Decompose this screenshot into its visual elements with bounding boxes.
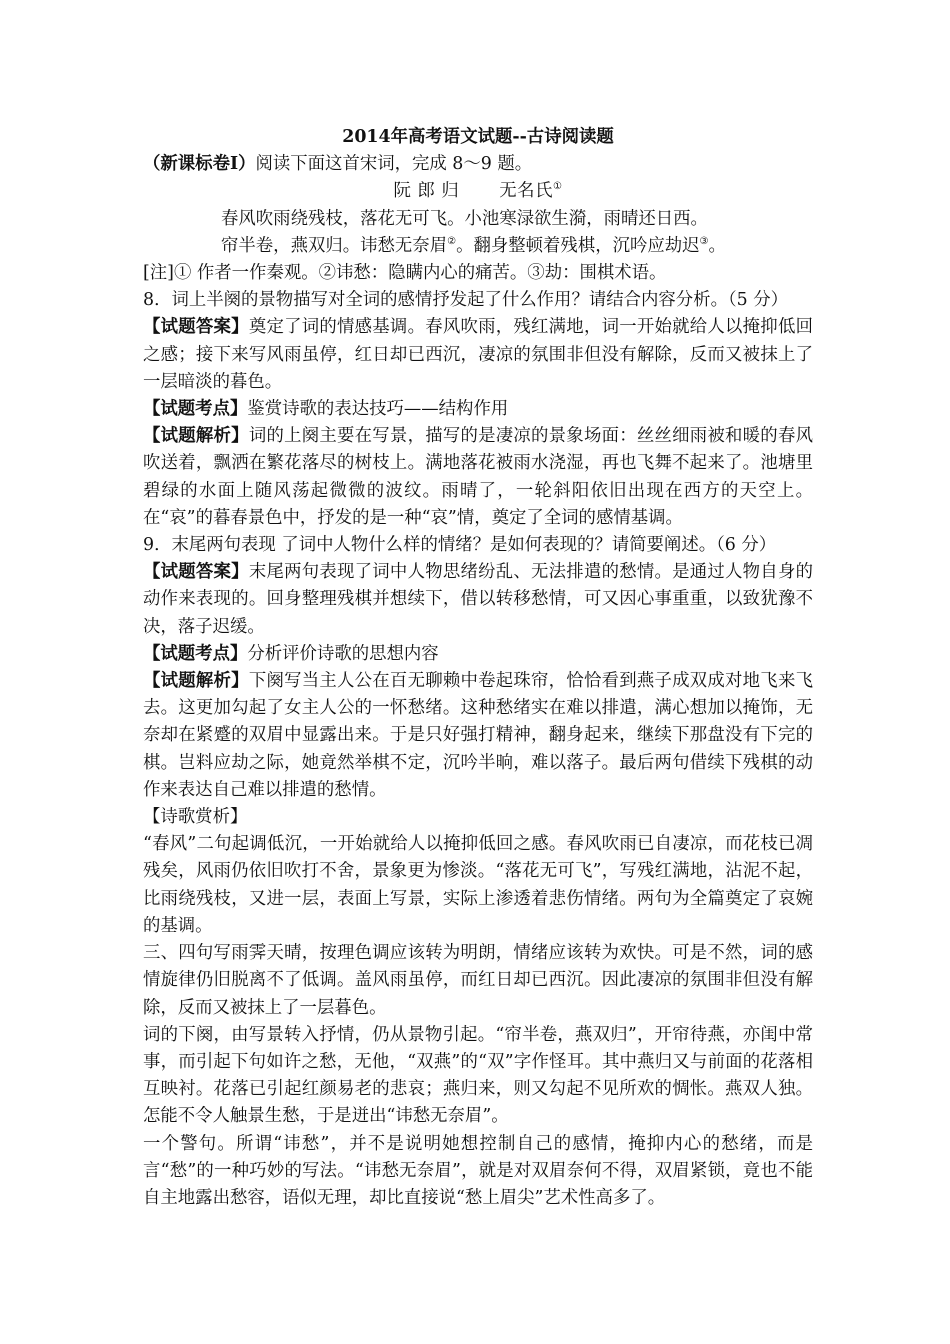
q9-answer bbox=[143, 559, 813, 641]
question-8: 8．词上半阕的景物描写对全词的感情抒发起了什么作用？请结合内容分析。（5 分） bbox=[143, 290, 789, 311]
poem-line-2c: 。 bbox=[708, 235, 726, 256]
author-footnote-mark: ① bbox=[552, 181, 563, 193]
analysis-text: 下阕写当主人公在百无聊赖中卷起珠帘，恰恰看到燕子成双成对地飞来飞去。这更加勾起了女主人公的一怀愁绪。这种愁绪实在难以排遣，满心想加以掩饰，无奈却在紧蹙的双眉中显露出来。于是只好强打精神，翻身起来，继续下那盘没有下完的棋。岂料应劫之际，她竟然举棋不定，沉吟半晌，难以落子。最后两句借续下残棋的动作来表达自己难以排遣的愁情。 bbox=[143, 671, 813, 800]
point-text: 鉴赏诗歌的表达技巧——结构作用 bbox=[247, 399, 509, 420]
poem-line-2 bbox=[143, 233, 813, 260]
appreciation-paragraph-4: 一个警句。所谓“讳愁”，并不是说明她想控制自己的感情，掩抑内心的愁绪，而是言“愁”的一种巧妙的写法。“讳愁无奈眉”，就是对双眉奈何不得，双眉紧锁，竟也不能自主地露出愁容，语似无理，却比直接说“愁上眉尖”艺术性高多了。 bbox=[143, 1133, 813, 1208]
poem-notes: [注]① 作者一作秦观。②讳愁：隐瞒内心的痛苦。③劫：围棋术语。 bbox=[143, 263, 667, 284]
q8-point bbox=[143, 396, 813, 423]
intro-text: 阅读下面这首宋词，完成 8～9 题。 bbox=[255, 154, 533, 175]
poem-line-1: 春风吹雨绕残枝，落花无可飞。小池寒渌欲生漪，雨晴还日西。 bbox=[221, 208, 708, 229]
q9-point bbox=[143, 641, 813, 668]
q8-answer bbox=[143, 314, 813, 396]
answer-text: 末尾两句表现了词中人物思绪纷乱、无法排遣的愁情。是通过人物自身的动作来表现的。回身整理残棋并想续下，借以转移愁情，可又因心事重重，以致犹豫不决，落子迟缓。 bbox=[143, 562, 813, 637]
analysis-label: 【试题解析】 bbox=[143, 671, 249, 692]
point-label: 【试题考点】 bbox=[143, 399, 248, 420]
q9-analysis bbox=[143, 668, 813, 804]
poem-line-2a: 帘半卷，燕双归。讳愁无奈眉 bbox=[221, 235, 448, 256]
poem-line-2b: 。翻身整顿着残棋，沉吟应劫迟 bbox=[456, 235, 700, 256]
appreciation-heading: 【诗歌赏析】 bbox=[143, 807, 248, 828]
appreciation-paragraph-2: 三、四句写雨霁天晴，按理色调应该转为明朗，情绪应该转为欢快。可是不然，词的感情旋律仍旧脱离不了低调。盖风雨虽停，而红日却已西沉。因此凄凉的氛围非但没有解除，反而又被抹上了一层暮色。 bbox=[143, 943, 813, 1018]
appreciation-paragraph-3: 词的下阕，由写景转入抒情，仍从景物引起。“帘半卷，燕双归”，开帘待燕，亦闺中常事，而引起下句如许之愁，无他，“双燕”的“双”字作怪耳。其中燕归又与前面的花落相互映衬。花落已引起红颜易老的悲哀；燕归来，则又勾起不见所欢的惆怅。燕双人独。怎能不令人触景生愁，于是迸出“讳愁无奈眉”。 bbox=[143, 1024, 813, 1127]
q8-analysis bbox=[143, 423, 813, 532]
question-9: 9．末尾两句表现 了词中人物什么样的情绪？是如何表现的？请简要阐述。（6 分） bbox=[143, 535, 777, 556]
footnote-mark-2: ② bbox=[447, 236, 457, 248]
intro-line bbox=[143, 151, 813, 178]
poem-heading bbox=[143, 178, 813, 205]
answer-label: 【试题答案】 bbox=[143, 562, 249, 583]
footnote-mark-3: ③ bbox=[699, 236, 709, 248]
exam-label: （新课标卷Ⅰ） bbox=[143, 154, 256, 175]
poem-name: 阮 郎 归 bbox=[393, 181, 460, 202]
poem-author: 无名氏 bbox=[499, 181, 553, 202]
appreciation-paragraph-1: “春风”二句起调低沉，一开始就给人以掩抑低回之感。春风吹雨已自凄凉，而花枝已凋残矣，风雨仍依旧吹打不舍，景象更为惨淡。“落花无可飞”，写残红满地，沾泥不起，比雨绕残枝，又进一层，表面上写景，实际上渗透着悲伤情绪。两句为全篇奠定了哀婉的基调。 bbox=[143, 834, 813, 936]
analysis-label: 【试题解析】 bbox=[143, 426, 249, 447]
point-label: 【试题考点】 bbox=[143, 643, 248, 664]
analysis-text: 词的上阕主要在写景，描写的是凄凉的景象场面：丝丝细雨被和暖的春风吹送着，飘洒在繁花落尽的树枝上。满地落花被雨水浇湿，再也飞舞不起来了。池塘里碧绿的水面上随风荡起微微的波纹。雨晴了，一轮斜阳依旧出现在西方的天空上。在“哀”的暮春景色中，抒发的是一种“哀”情，奠定了全词的感情基调。 bbox=[143, 426, 813, 528]
document-page bbox=[143, 124, 813, 1212]
point-text: 分析评价诗歌的思想内容 bbox=[247, 643, 439, 664]
answer-label: 【试题答案】 bbox=[143, 317, 249, 338]
document-title: 2014年高考语文试题--古诗阅读题 bbox=[342, 127, 614, 147]
answer-text: 奠定了词的情感基调。春风吹雨，残红满地，词一开始就给人以掩抑低回之感；接下来写风雨虽停，红日却已西沉，凄凉的氛围非但没有解除，反而又被抹上了一层暗淡的暮色。 bbox=[143, 317, 813, 392]
